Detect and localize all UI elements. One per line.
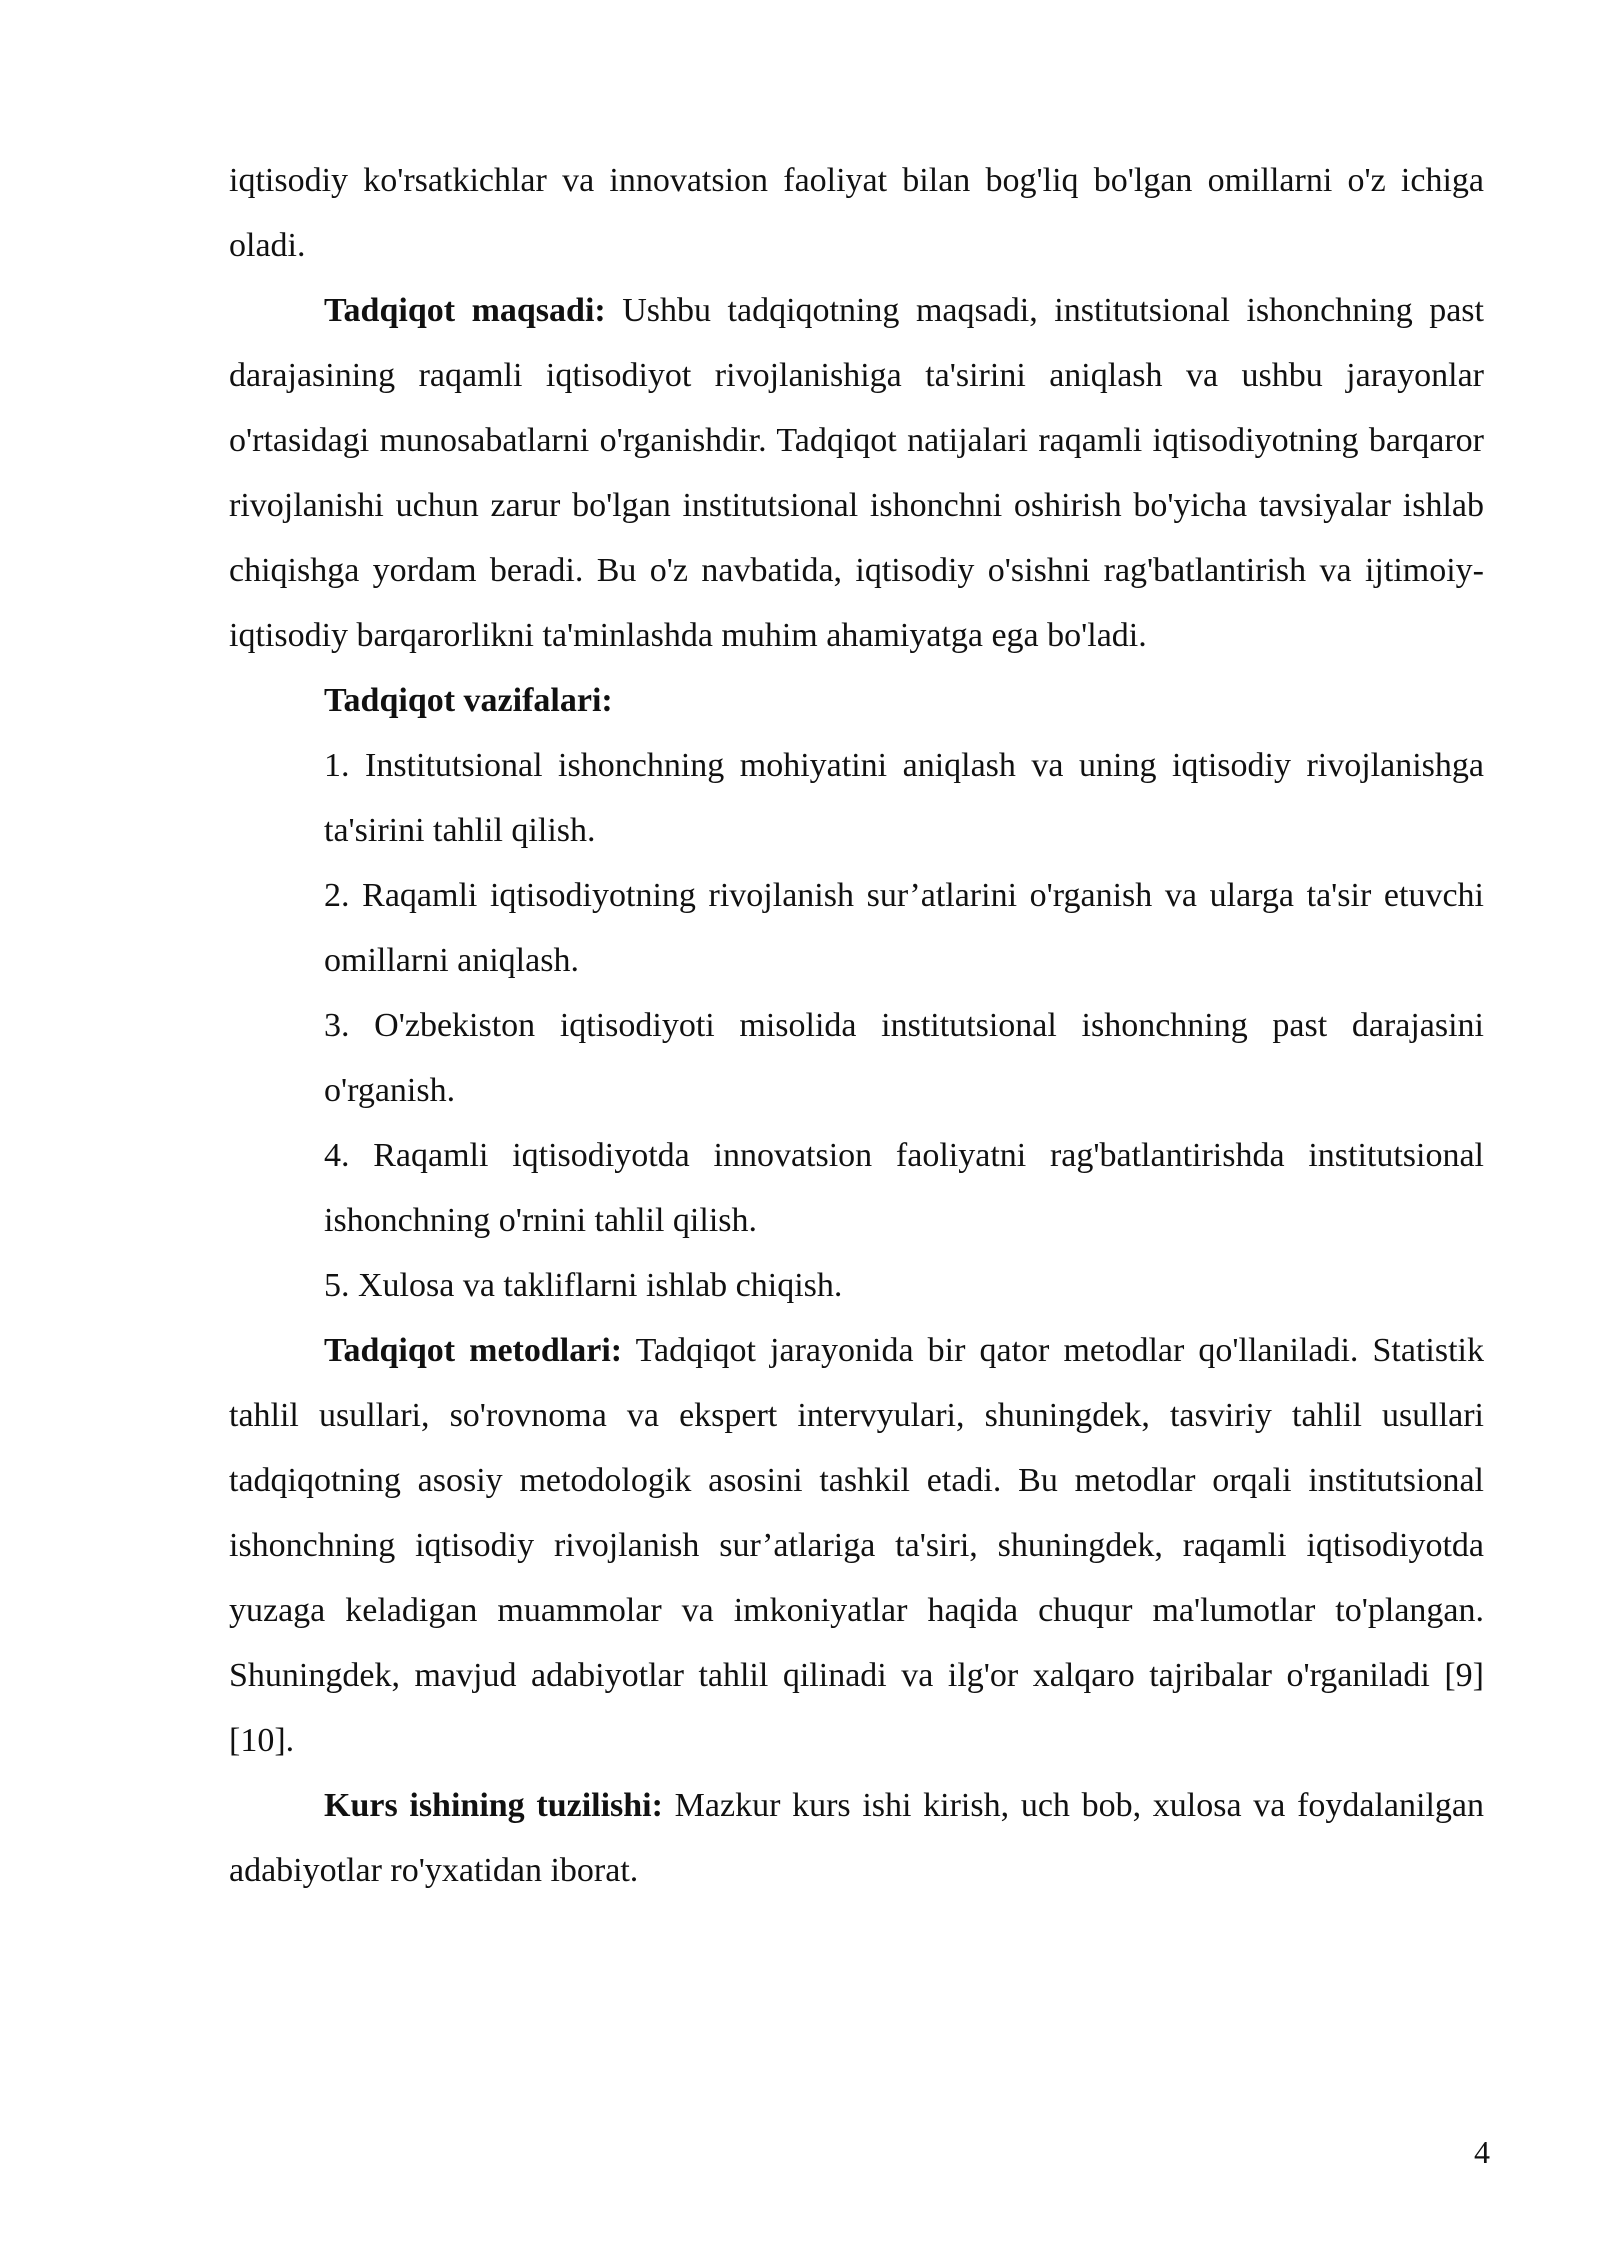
methods-text: Tadqiqot jarayonida bir qator metodlar qo'llaniladi. Statistik tahlil usullari, so'rovnoma va ekspert intervyulari, shuningdek, tasviriy tahlil usullari tadqiqotning asosiy metodologik asosini tashkil etadi. Bu metodlar orqali institutsional ishonchning iqtisodiy rivojlanish sur’atlariga ta'siri, shuningdek, raqamli iqtisodiyotda yuzaga keladigan muammolar va imkoniyatlar haqida chuqur ma'lumotlar to'plangan. Shuningdek, mavjud adabiyotlar tahlil qilinadi va ilg'or xalqaro tajribalar o'rganiladi [9][10]. [229,1332,1484,1759]
purpose-paragraph [229,278,1484,668]
structure-paragraph [229,1773,1484,1903]
tasks-heading-paragraph [229,668,1484,733]
task-item-1: 1. Institutsional ishonchning mohiyatini aniqlash va uning iqtisodiy rivojlanishga ta'sirini tahlil qilish. [324,747,1484,849]
purpose-text: Ushbu tadqiqotning maqsadi, institutsional ishonchning past darajasining raqamli iqtisodiyot rivojlanishiga ta'sirini aniqlash va ushbu jarayonlar o'rtasidagi munosabatlarni o'rganishdir. Tadqiqot natijalari raqamli iqtisodiyotning barqaror rivojlanishi uchun zarur bo'lgan institutsional ishonchni oshirish bo'yicha tavsiyalar ishlab chiqishga yordam beradi. Bu o'z navbatida, iqtisodiy o'sishni rag'batlantirish va ijtimoiy-iqtisodiy barqarorlikni ta'minlashda muhim ahamiyatga ega bo'ladi. [229,292,1484,654]
task-item-2: 2. Raqamli iqtisodiyotning rivojlanish sur’atlarini o'rganish va ularga ta'sir etuvchi omillarni aniqlash. [324,877,1484,979]
page-number: 4 [1474,2134,1490,2170]
task-item-4: 4. Raqamli iqtisodiyotda innovatsion faoliyatni rag'batlantirishda institutsional ishonchning o'rnini tahlil qilish. [324,1137,1484,1239]
intro-continuation-paragraph: iqtisodiy ko'rsatkichlar va innovatsion faoliyat bilan bog'liq bo'lgan omillarni o'z ichiga oladi. [229,162,1484,264]
methods-heading: Tadqiqot metodlari: [324,1332,623,1369]
structure-text: Mazkur kurs ishi kirish, uch bob, xulosa va foydalanilgan adabiyotlar ro'yxatidan iborat. [229,1787,1484,1889]
structure-heading: Kurs ishining tuzilishi: [324,1787,663,1824]
document-body [229,148,1484,1903]
purpose-heading: Tadqiqot maqsadi: [324,292,606,329]
methods-paragraph [229,1318,1484,1773]
tasks-heading: Tadqiqot vazifalari: [324,682,613,719]
task-item-5: 5. Xulosa va takliflarni ishlab chiqish. [324,1267,843,1304]
task-item-3: 3. O'zbekiston iqtisodiyoti misolida institutsional ishonchning past darajasini o'rganish. [324,1007,1484,1109]
